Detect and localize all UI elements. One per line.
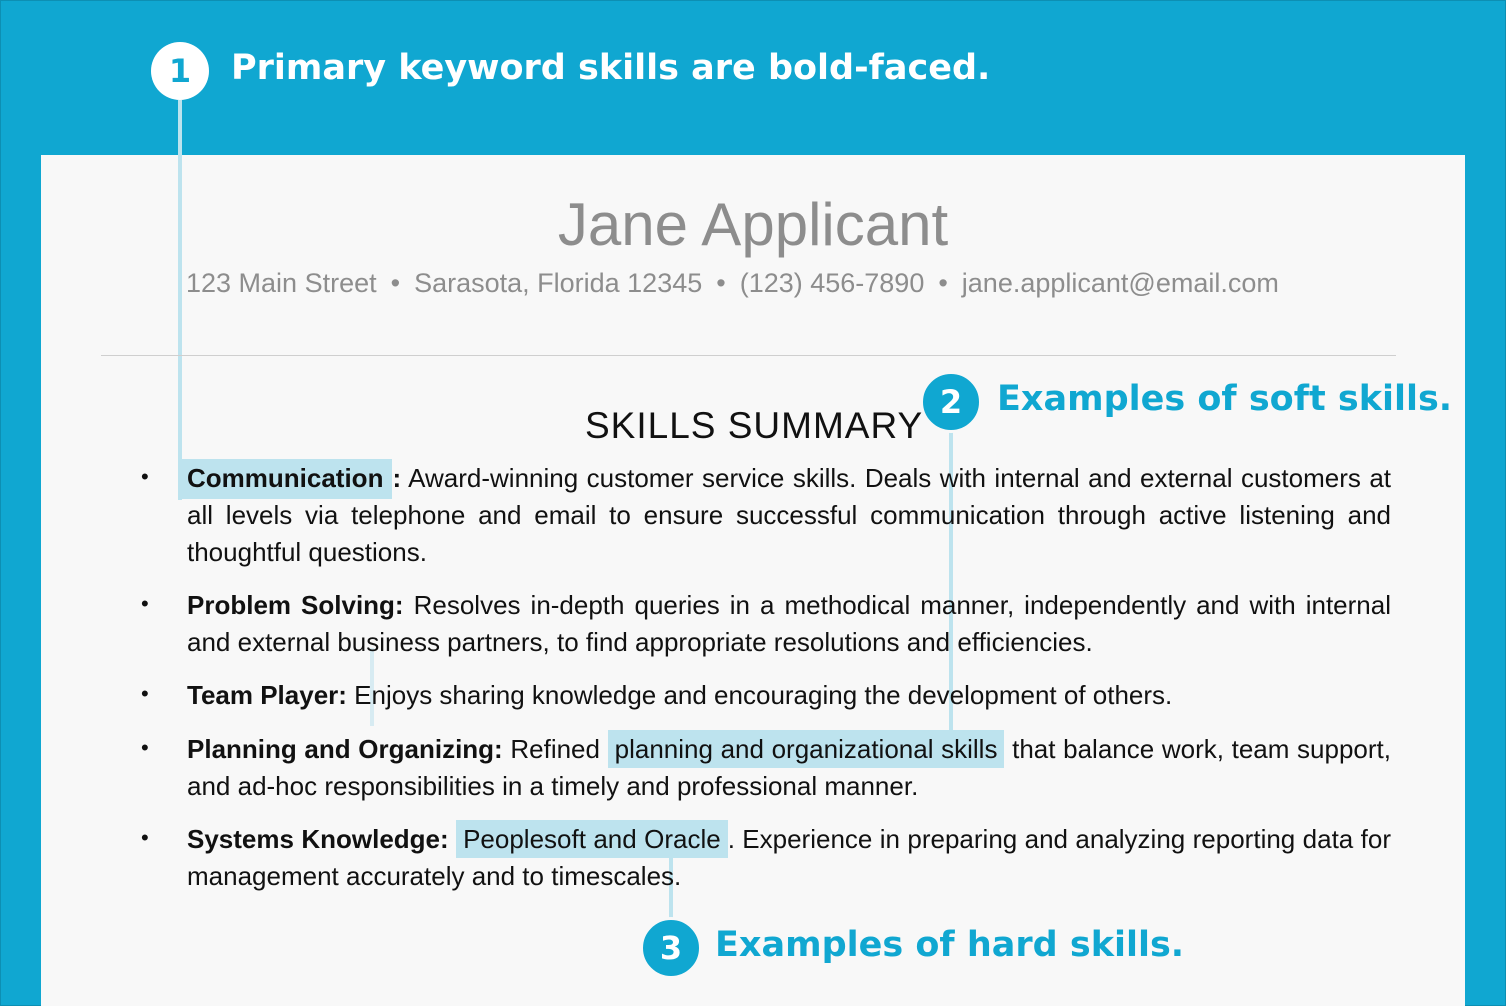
- bullet-marker: •: [141, 464, 149, 489]
- skill-label: Problem Solving:: [187, 590, 404, 620]
- contact-phone: (123) 456-7890: [739, 268, 925, 298]
- skill-description-after: . Experience in preparing and analyzing reporting data for management accurately and to timescales.: [187, 824, 1391, 891]
- skill-description: Award-winning customer service skills. Deals with internal and external customers at all levels via telephone and email to ensure successful communication through active listening and thoughtful questions.: [187, 463, 1391, 567]
- callout-badge-2: [920, 371, 982, 433]
- skill-label: Team Player:: [187, 680, 347, 710]
- section-title: SKILLS SUMMARY: [585, 405, 924, 446]
- contact-separator: •: [716, 268, 726, 298]
- skill-label-colon: :: [392, 463, 402, 493]
- skill-item-communication: [187, 460, 1391, 571]
- skill-description: Enjoys sharing knowledge and encouraging the development of others.: [346, 680, 1173, 710]
- skill-description-after: that balance work, team support, and ad-hoc responsibilities in a timely and professional manner.: [187, 734, 1391, 801]
- callout-text-2: Examples of soft skills.: [997, 379, 1453, 419]
- skill-description: Resolves in-depth queries in a methodical manner, independently and with internal and external business partners, to find appropriate resolutions and efficiencies.: [187, 590, 1391, 657]
- skill-item-problem-solving: [187, 587, 1391, 661]
- skill-item-team-player: [187, 677, 1391, 714]
- skill-item-planning-organizing: [187, 731, 1391, 805]
- contact-separator: •: [938, 268, 948, 298]
- contact-separator: •: [390, 268, 401, 298]
- skill-label: Communication: [178, 459, 392, 499]
- callout-badge-1: [151, 42, 209, 100]
- skill-description-before: [449, 824, 456, 854]
- bullet-marker: •: [141, 825, 149, 850]
- contact-city: Sarasota, Florida 12345: [414, 268, 703, 298]
- hard-skill-highlight: Peoplesoft and Oracle: [456, 820, 728, 858]
- callout-text-1: Primary keyword skills are bold-faced.: [231, 48, 991, 88]
- soft-skill-highlight: planning and organizational skills: [608, 730, 1005, 768]
- contact-email: jane.applicant@email.com: [961, 268, 1279, 298]
- contact-line: [186, 268, 1279, 299]
- skill-description-before: Refined: [502, 734, 608, 764]
- skill-label: Systems Knowledge:: [187, 824, 449, 854]
- contact-street: 123 Main Street: [186, 268, 377, 298]
- bullet-marker: •: [141, 735, 149, 760]
- callout-number-2: 2: [939, 383, 963, 421]
- bullet-marker: •: [141, 591, 149, 616]
- callout-text-3: Examples of hard skills.: [715, 925, 1185, 965]
- skill-item-systems-knowledge: [187, 821, 1391, 895]
- callout-badge-3: [640, 917, 702, 979]
- callout-number-1: 1: [168, 52, 192, 90]
- applicant-name: Jane Applicant: [557, 191, 949, 258]
- connector-line-1: [178, 100, 182, 500]
- skill-label: Planning and Organizing:: [187, 734, 503, 764]
- bullet-marker: •: [141, 681, 149, 706]
- callout-number-3: 3: [659, 929, 683, 967]
- header-divider: [101, 355, 1396, 356]
